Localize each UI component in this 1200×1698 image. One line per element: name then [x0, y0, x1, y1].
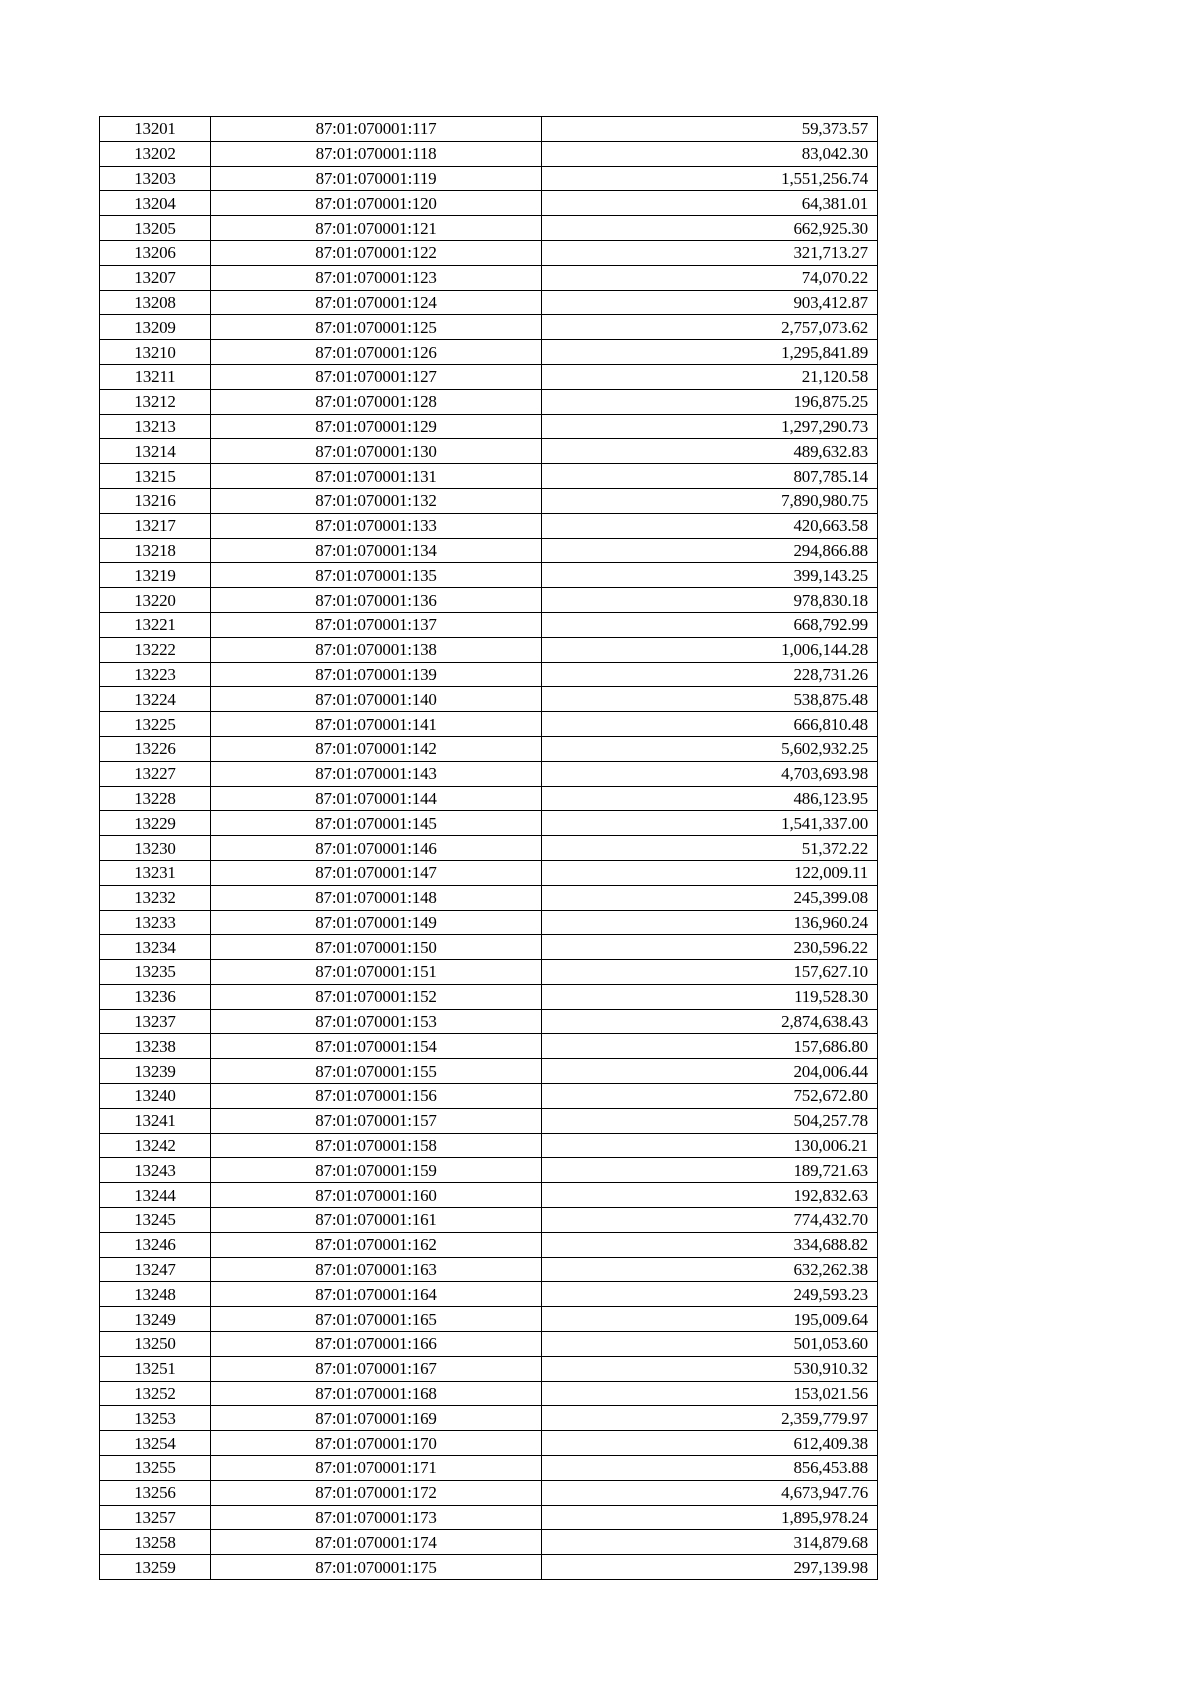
- row-number-cell: 13201: [100, 117, 211, 142]
- cadastral-number-cell: 87:01:070001:174: [211, 1530, 542, 1555]
- cadastral-value-cell: 530,910.32: [542, 1356, 878, 1381]
- cadastral-number-cell: 87:01:070001:130: [211, 439, 542, 464]
- cadastral-number-cell: 87:01:070001:123: [211, 265, 542, 290]
- cadastral-number-cell: 87:01:070001:133: [211, 513, 542, 538]
- row-number-cell: 13245: [100, 1208, 211, 1233]
- cadastral-number-cell: 87:01:070001:139: [211, 662, 542, 687]
- cadastral-number-cell: 87:01:070001:163: [211, 1257, 542, 1282]
- table-row: [100, 265, 878, 290]
- cadastral-number-cell: 87:01:070001:159: [211, 1158, 542, 1183]
- cadastral-number-cell: 87:01:070001:120: [211, 191, 542, 216]
- table-row: [100, 290, 878, 315]
- cadastral-value-cell: 2,359,779.97: [542, 1406, 878, 1431]
- row-number-cell: 13240: [100, 1084, 211, 1109]
- cadastral-number-cell: 87:01:070001:142: [211, 736, 542, 761]
- row-number-cell: 13241: [100, 1108, 211, 1133]
- cadastral-value-cell: 334,688.82: [542, 1232, 878, 1257]
- table-row: [100, 1307, 878, 1332]
- table-row: [100, 662, 878, 687]
- row-number-cell: 13254: [100, 1431, 211, 1456]
- table-row: [100, 240, 878, 265]
- cadastral-number-cell: 87:01:070001:150: [211, 935, 542, 960]
- cadastral-value-cell: 196,875.25: [542, 389, 878, 414]
- cadastral-number-cell: 87:01:070001:161: [211, 1208, 542, 1233]
- row-number-cell: 13250: [100, 1332, 211, 1357]
- cadastral-value-cell: 192,832.63: [542, 1183, 878, 1208]
- row-number-cell: 13220: [100, 588, 211, 613]
- table-row: [100, 1381, 878, 1406]
- cadastral-number-cell: 87:01:070001:138: [211, 637, 542, 662]
- cadastral-value-cell: 856,453.88: [542, 1456, 878, 1481]
- cadastral-number-cell: 87:01:070001:166: [211, 1332, 542, 1357]
- table-row: [100, 1232, 878, 1257]
- cadastral-value-cell: 1,295,841.89: [542, 340, 878, 365]
- cadastral-number-cell: 87:01:070001:135: [211, 563, 542, 588]
- cadastral-number-cell: 87:01:070001:152: [211, 984, 542, 1009]
- cadastral-number-cell: 87:01:070001:153: [211, 1009, 542, 1034]
- cadastral-value-cell: 157,627.10: [542, 960, 878, 985]
- row-number-cell: 13232: [100, 885, 211, 910]
- table-row: [100, 761, 878, 786]
- row-number-cell: 13203: [100, 166, 211, 191]
- row-number-cell: 13226: [100, 736, 211, 761]
- table-row: [100, 488, 878, 513]
- cadastral-value-cell: 538,875.48: [542, 687, 878, 712]
- row-number-cell: 13210: [100, 340, 211, 365]
- row-number-cell: 13237: [100, 1009, 211, 1034]
- cadastral-number-cell: 87:01:070001:129: [211, 414, 542, 439]
- cadastral-value-cell: 4,703,693.98: [542, 761, 878, 786]
- cadastral-number-cell: 87:01:070001:151: [211, 960, 542, 985]
- table-row: [100, 315, 878, 340]
- table-row: [100, 414, 878, 439]
- table-row: [100, 1332, 878, 1357]
- cadastral-value-cell: 774,432.70: [542, 1208, 878, 1233]
- table-row: [100, 811, 878, 836]
- table-row: [100, 687, 878, 712]
- cadastral-number-cell: 87:01:070001:148: [211, 885, 542, 910]
- cadastral-value-cell: 314,879.68: [542, 1530, 878, 1555]
- cadastral-value-cell: 321,713.27: [542, 240, 878, 265]
- cadastral-value-cell: 662,925.30: [542, 216, 878, 241]
- cadastral-value-cell: 64,381.01: [542, 191, 878, 216]
- row-number-cell: 13233: [100, 910, 211, 935]
- row-number-cell: 13235: [100, 960, 211, 985]
- table-row: [100, 1009, 878, 1034]
- row-number-cell: 13215: [100, 464, 211, 489]
- row-number-cell: 13202: [100, 141, 211, 166]
- table-row: [100, 885, 878, 910]
- table-row: [100, 439, 878, 464]
- cadastral-value-cell: 228,731.26: [542, 662, 878, 687]
- table-row: [100, 588, 878, 613]
- cadastral-value-cell: 632,262.38: [542, 1257, 878, 1282]
- row-number-cell: 13222: [100, 637, 211, 662]
- row-number-cell: 13239: [100, 1059, 211, 1084]
- cadastral-number-cell: 87:01:070001:127: [211, 364, 542, 389]
- cadastral-value-cell: 807,785.14: [542, 464, 878, 489]
- row-number-cell: 13244: [100, 1183, 211, 1208]
- table-row: [100, 364, 878, 389]
- table-row: [100, 1084, 878, 1109]
- row-number-cell: 13206: [100, 240, 211, 265]
- row-number-cell: 13230: [100, 836, 211, 861]
- cadastral-number-cell: 87:01:070001:167: [211, 1356, 542, 1381]
- table-row: [100, 712, 878, 737]
- cadastral-number-cell: 87:01:070001:158: [211, 1133, 542, 1158]
- row-number-cell: 13256: [100, 1480, 211, 1505]
- row-number-cell: 13236: [100, 984, 211, 1009]
- cadastral-value-cell: 195,009.64: [542, 1307, 878, 1332]
- cadastral-number-cell: 87:01:070001:149: [211, 910, 542, 935]
- cadastral-number-cell: 87:01:070001:131: [211, 464, 542, 489]
- cadastral-number-cell: 87:01:070001:157: [211, 1108, 542, 1133]
- cadastral-value-cell: 2,874,638.43: [542, 1009, 878, 1034]
- cadastral-number-cell: 87:01:070001:154: [211, 1034, 542, 1059]
- cadastral-value-cell: 5,602,932.25: [542, 736, 878, 761]
- table-row: [100, 1257, 878, 1282]
- table-row: [100, 860, 878, 885]
- row-number-cell: 13257: [100, 1505, 211, 1530]
- row-number-cell: 13221: [100, 612, 211, 637]
- cadastral-value-cell: 51,372.22: [542, 836, 878, 861]
- row-number-cell: 13214: [100, 439, 211, 464]
- row-number-cell: 13211: [100, 364, 211, 389]
- table-row: [100, 216, 878, 241]
- cadastral-number-cell: 87:01:070001:144: [211, 786, 542, 811]
- cadastral-value-cell: 2,757,073.62: [542, 315, 878, 340]
- table-row: [100, 513, 878, 538]
- row-number-cell: 13247: [100, 1257, 211, 1282]
- table-row: [100, 1059, 878, 1084]
- cadastral-number-cell: 87:01:070001:124: [211, 290, 542, 315]
- cadastral-number-cell: 87:01:070001:170: [211, 1431, 542, 1456]
- table-row: [100, 1356, 878, 1381]
- row-number-cell: 13224: [100, 687, 211, 712]
- cadastral-number-cell: 87:01:070001:141: [211, 712, 542, 737]
- row-number-cell: 13251: [100, 1356, 211, 1381]
- cadastral-value-cell: 204,006.44: [542, 1059, 878, 1084]
- cadastral-value-cell: 7,890,980.75: [542, 488, 878, 513]
- cadastral-value-cell: 59,373.57: [542, 117, 878, 142]
- table-row: [100, 191, 878, 216]
- cadastral-value-cell: 752,672.80: [542, 1084, 878, 1109]
- table-row: [100, 960, 878, 985]
- cadastral-number-cell: 87:01:070001:155: [211, 1059, 542, 1084]
- row-number-cell: 13219: [100, 563, 211, 588]
- row-number-cell: 13223: [100, 662, 211, 687]
- cadastral-number-cell: 87:01:070001:156: [211, 1084, 542, 1109]
- cadastral-value-cell: 903,412.87: [542, 290, 878, 315]
- cadastral-value-cell: 122,009.11: [542, 860, 878, 885]
- row-number-cell: 13258: [100, 1530, 211, 1555]
- cadastral-value-cell: 1,297,290.73: [542, 414, 878, 439]
- cadastral-value-cell: 1,895,978.24: [542, 1505, 878, 1530]
- cadastral-value-cell: 486,123.95: [542, 786, 878, 811]
- row-number-cell: 13204: [100, 191, 211, 216]
- table-row: [100, 1406, 878, 1431]
- row-number-cell: 13207: [100, 265, 211, 290]
- cadastral-number-cell: 87:01:070001:143: [211, 761, 542, 786]
- cadastral-value-cell: 504,257.78: [542, 1108, 878, 1133]
- cadastral-value-cell: 668,792.99: [542, 612, 878, 637]
- cadastral-value-cell: 501,053.60: [542, 1332, 878, 1357]
- table-row: [100, 736, 878, 761]
- cadastral-value-cell: 489,632.83: [542, 439, 878, 464]
- row-number-cell: 13213: [100, 414, 211, 439]
- cadastral-value-cell: 612,409.38: [542, 1431, 878, 1456]
- row-number-cell: 13218: [100, 538, 211, 563]
- cadastral-number-cell: 87:01:070001:121: [211, 216, 542, 241]
- row-number-cell: 13216: [100, 488, 211, 513]
- table-row: [100, 1208, 878, 1233]
- cadastral-number-cell: 87:01:070001:164: [211, 1282, 542, 1307]
- table-row: [100, 1282, 878, 1307]
- table-row: [100, 1108, 878, 1133]
- row-number-cell: 13246: [100, 1232, 211, 1257]
- row-number-cell: 13227: [100, 761, 211, 786]
- cadastral-number-cell: 87:01:070001:128: [211, 389, 542, 414]
- cadastral-value-cell: 157,686.80: [542, 1034, 878, 1059]
- table-row: [100, 1183, 878, 1208]
- cadastral-value-cell: 978,830.18: [542, 588, 878, 613]
- row-number-cell: 13242: [100, 1133, 211, 1158]
- table-row: [100, 1555, 878, 1580]
- table-row: [100, 389, 878, 414]
- cadastral-value-cell: 249,593.23: [542, 1282, 878, 1307]
- table-row: [100, 166, 878, 191]
- row-number-cell: 13205: [100, 216, 211, 241]
- cadastral-number-cell: 87:01:070001:172: [211, 1480, 542, 1505]
- table-row: [100, 1158, 878, 1183]
- cadastral-number-cell: 87:01:070001:146: [211, 836, 542, 861]
- row-number-cell: 13259: [100, 1555, 211, 1580]
- table-body: [100, 117, 878, 1580]
- cadastral-number-cell: 87:01:070001:122: [211, 240, 542, 265]
- cadastral-value-cell: 399,143.25: [542, 563, 878, 588]
- table-row: [100, 1505, 878, 1530]
- cadastral-number-cell: 87:01:070001:125: [211, 315, 542, 340]
- row-number-cell: 13212: [100, 389, 211, 414]
- cadastral-number-cell: 87:01:070001:118: [211, 141, 542, 166]
- row-number-cell: 13238: [100, 1034, 211, 1059]
- cadastral-number-cell: 87:01:070001:145: [211, 811, 542, 836]
- row-number-cell: 13229: [100, 811, 211, 836]
- cadastral-number-cell: 87:01:070001:162: [211, 1232, 542, 1257]
- table-row: [100, 984, 878, 1009]
- row-number-cell: 13248: [100, 1282, 211, 1307]
- cadastral-value-cell: 297,139.98: [542, 1555, 878, 1580]
- cadastral-number-cell: 87:01:070001:136: [211, 588, 542, 613]
- cadastral-value-cell: 4,673,947.76: [542, 1480, 878, 1505]
- cadastral-number-cell: 87:01:070001:168: [211, 1381, 542, 1406]
- table-row: [100, 1431, 878, 1456]
- cadastral-value-cell: 294,866.88: [542, 538, 878, 563]
- table-row: [100, 612, 878, 637]
- table-row: [100, 1530, 878, 1555]
- table-row: [100, 637, 878, 662]
- table-row: [100, 1133, 878, 1158]
- cadastral-value-cell: 1,541,337.00: [542, 811, 878, 836]
- table-row: [100, 563, 878, 588]
- cadastral-number-cell: 87:01:070001:171: [211, 1456, 542, 1481]
- row-number-cell: 13208: [100, 290, 211, 315]
- table-row: [100, 117, 878, 142]
- table-row: [100, 1034, 878, 1059]
- cadastral-value-cell: 74,070.22: [542, 265, 878, 290]
- cadastral-number-cell: 87:01:070001:140: [211, 687, 542, 712]
- cadastral-number-cell: 87:01:070001:173: [211, 1505, 542, 1530]
- table-row: [100, 141, 878, 166]
- table-row: [100, 1480, 878, 1505]
- row-number-cell: 13228: [100, 786, 211, 811]
- cadastral-number-cell: 87:01:070001:126: [211, 340, 542, 365]
- row-number-cell: 13225: [100, 712, 211, 737]
- table-row: [100, 464, 878, 489]
- cadastral-number-cell: 87:01:070001:175: [211, 1555, 542, 1580]
- cadastral-value-cell: 130,006.21: [542, 1133, 878, 1158]
- table-row: [100, 1456, 878, 1481]
- table-row: [100, 910, 878, 935]
- cadastral-number-cell: 87:01:070001:169: [211, 1406, 542, 1431]
- table-row: [100, 836, 878, 861]
- row-number-cell: 13243: [100, 1158, 211, 1183]
- cadastral-value-cell: 21,120.58: [542, 364, 878, 389]
- cadastral-value-cell: 245,399.08: [542, 885, 878, 910]
- cadastral-value-cell: 136,960.24: [542, 910, 878, 935]
- row-number-cell: 13253: [100, 1406, 211, 1431]
- cadastral-number-cell: 87:01:070001:132: [211, 488, 542, 513]
- cadastral-number-cell: 87:01:070001:117: [211, 117, 542, 142]
- table-row: [100, 935, 878, 960]
- row-number-cell: 13209: [100, 315, 211, 340]
- row-number-cell: 13255: [100, 1456, 211, 1481]
- table-row: [100, 786, 878, 811]
- cadastral-value-cell: 230,596.22: [542, 935, 878, 960]
- cadastral-value-cell: 153,021.56: [542, 1381, 878, 1406]
- cadastral-number-cell: 87:01:070001:137: [211, 612, 542, 637]
- cadastral-value-cell: 666,810.48: [542, 712, 878, 737]
- row-number-cell: 13252: [100, 1381, 211, 1406]
- cadastral-number-cell: 87:01:070001:119: [211, 166, 542, 191]
- cadastral-value-cell: 1,551,256.74: [542, 166, 878, 191]
- cadastral-number-cell: 87:01:070001:134: [211, 538, 542, 563]
- cadastral-value-cell: 189,721.63: [542, 1158, 878, 1183]
- cadastral-value-cell: 119,528.30: [542, 984, 878, 1009]
- table-row: [100, 538, 878, 563]
- cadastral-value-cell: 420,663.58: [542, 513, 878, 538]
- row-number-cell: 13249: [100, 1307, 211, 1332]
- row-number-cell: 13234: [100, 935, 211, 960]
- row-number-cell: 13217: [100, 513, 211, 538]
- cadastral-number-cell: 87:01:070001:160: [211, 1183, 542, 1208]
- cadastral-value-table: [99, 116, 878, 1580]
- table-row: [100, 340, 878, 365]
- cadastral-value-cell: 1,006,144.28: [542, 637, 878, 662]
- cadastral-number-cell: 87:01:070001:147: [211, 860, 542, 885]
- cadastral-value-cell: 83,042.30: [542, 141, 878, 166]
- cadastral-number-cell: 87:01:070001:165: [211, 1307, 542, 1332]
- row-number-cell: 13231: [100, 860, 211, 885]
